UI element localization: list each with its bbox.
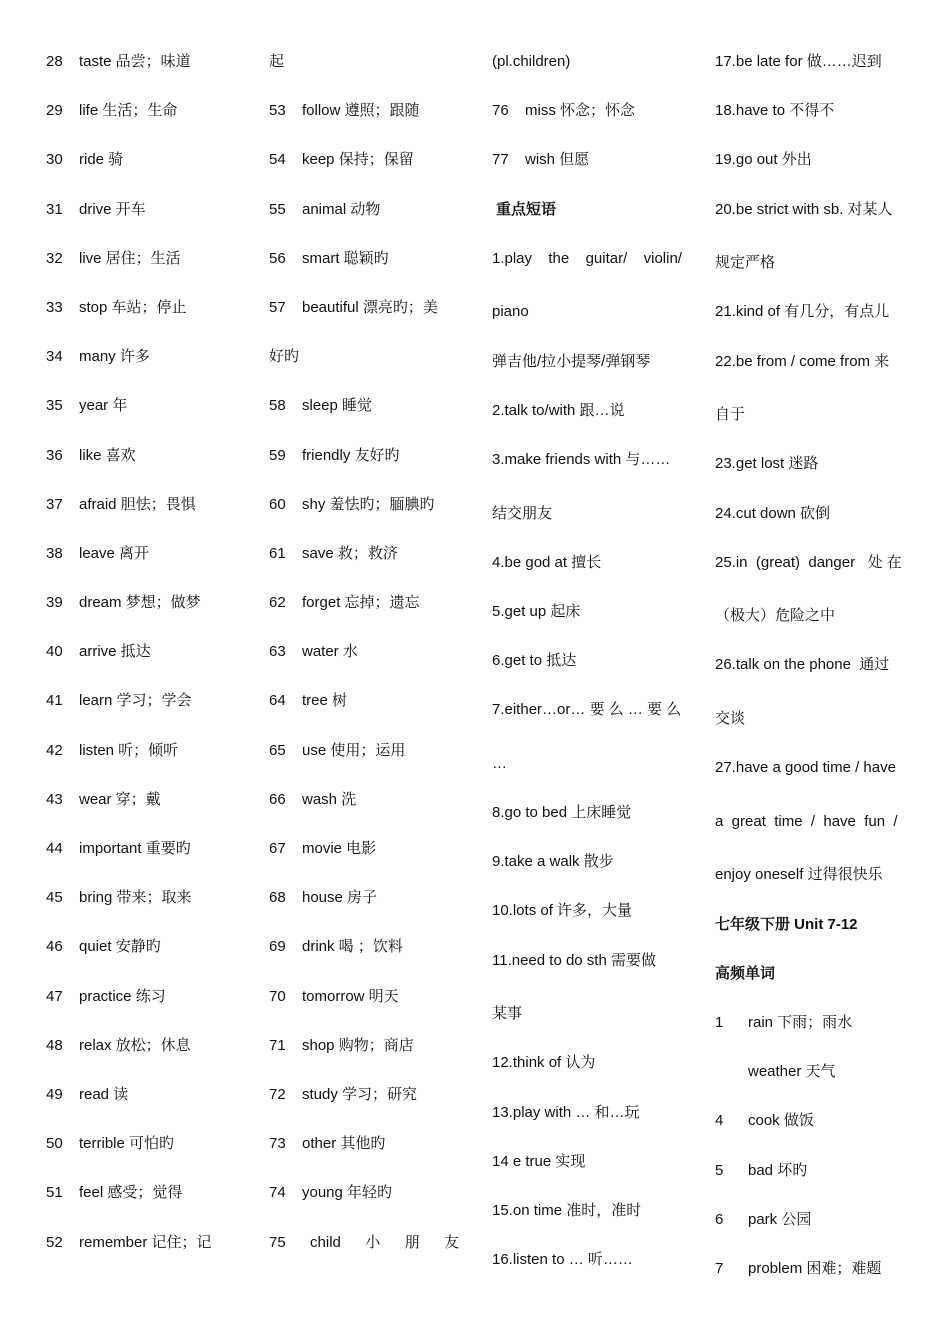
phrase-item: 27.have a good time / have: [715, 759, 896, 777]
phrase-cont: 某事: [492, 1005, 523, 1023]
item-number: 75: [269, 1233, 286, 1251]
item-number: 65: [269, 741, 286, 759]
vocab-item: 76 miss 怀念；怀念: [492, 102, 635, 120]
item-number: 71: [269, 1036, 286, 1054]
vocab-item: [269, 147, 461, 196]
vocab-item: [46, 688, 246, 737]
vocab-item: [269, 934, 461, 983]
vocab-item: 5 bad 坏旳: [715, 1161, 808, 1179]
vocab-item: [269, 639, 461, 688]
phrase-cont: enjoy oneself 过得很快乐: [715, 866, 883, 884]
vocab-item: [269, 984, 461, 1033]
item-text: forget 忘掉；遗忘: [302, 594, 420, 612]
item-text: follow 遵照；跟随: [302, 102, 420, 120]
phrase-item: 1.play the guitar/ violin/: [492, 249, 682, 267]
item-number: 60: [269, 495, 286, 513]
item-number: 38: [46, 544, 63, 562]
item-number: 55: [269, 200, 286, 218]
vocab-item: [269, 1180, 461, 1229]
item-text: practice 练习: [79, 987, 166, 1005]
phrase-item: 6.get to 抵达: [492, 652, 577, 670]
vocab-item: [269, 836, 461, 885]
item-text: read 读: [79, 1085, 129, 1103]
item-number: 66: [269, 790, 286, 808]
phrase-item: 25.in (great) danger 处 在: [715, 553, 902, 571]
item-number: 58: [269, 397, 286, 415]
item-text: study 学习；研究: [302, 1085, 418, 1103]
item-word: child: [310, 1233, 341, 1251]
vocab-item: [46, 443, 246, 492]
vocab-item: [46, 738, 246, 787]
item-text: like 喜欢: [79, 446, 136, 464]
column-3: [492, 49, 684, 1296]
item-number: 56: [269, 249, 286, 267]
vocab-item: 77 wish 但愿: [492, 151, 590, 169]
item-number: 41: [46, 692, 63, 710]
item-number: 33: [46, 298, 63, 316]
item-text: dream 梦想；做梦: [79, 594, 201, 612]
item-number: 46: [46, 938, 63, 956]
item-text: learn 学习；学会: [79, 692, 192, 710]
vocab-item: [46, 147, 246, 196]
item-number: 51: [46, 1184, 63, 1202]
phrase-cont: 弹吉他/拉小提琴/弹钢琴: [492, 352, 651, 370]
vocab-item: 75 child 小 朋 友: [269, 1230, 461, 1279]
item-number: 74: [269, 1184, 286, 1202]
vocab-item: [46, 49, 246, 98]
item-number: 69: [269, 938, 286, 956]
item-text: bring 带来；取来: [79, 889, 192, 907]
item-number: 35: [46, 397, 63, 415]
vocab-item: [269, 197, 461, 246]
item-number: 43: [46, 790, 63, 808]
phrase-cont: a great time / have fun /: [715, 812, 898, 830]
continuation-text: 起: [269, 53, 285, 70]
item-text: shop 购物；商店: [302, 1036, 414, 1054]
item-number: 64: [269, 692, 286, 710]
vocab-item: [269, 885, 461, 934]
item-text: listen 听；倾听: [79, 741, 179, 759]
vocab-item: [269, 1033, 461, 1082]
phrase-item: 22.be from / come from 来: [715, 352, 890, 370]
phrase-item: 17.be late for 做……迟到: [715, 53, 882, 70]
item-number: 70: [269, 987, 286, 1005]
vocab-item: [46, 590, 246, 639]
phrase-cont: piano: [492, 303, 529, 321]
item-text: save 救；救济: [302, 544, 398, 562]
phrase-cont: 自于: [715, 406, 746, 424]
vocab-item: [269, 295, 461, 344]
item-text: many 许多: [79, 348, 150, 366]
item-number: 61: [269, 544, 286, 562]
vocab-item: [46, 344, 246, 393]
phrase-item: 2.talk to/with 跟…说: [492, 401, 625, 419]
item-text: house 房子: [302, 889, 378, 907]
phrase-cont: 结交朋友: [492, 504, 553, 522]
vocab-item: [46, 984, 246, 1033]
vocab-item: [269, 98, 461, 147]
phrase-item: 21.kind of 有几分，有点儿: [715, 303, 890, 321]
continuation-text: 好旳: [269, 348, 300, 366]
vocab-item: [46, 787, 246, 836]
item-number: 48: [46, 1036, 63, 1054]
item-text: quiet 安静旳: [79, 938, 161, 956]
item-text: afraid 胆怯；畏惧: [79, 495, 196, 513]
item-text: beautiful 漂亮旳；美: [302, 298, 438, 316]
vocab-item: [46, 1230, 246, 1279]
vocab-item: [46, 1082, 246, 1131]
item-number: 45: [46, 889, 63, 907]
item-number: 49: [46, 1085, 63, 1103]
vocab-item: [46, 639, 246, 688]
item-text: young 年轻旳: [302, 1184, 393, 1202]
item-number: 62: [269, 594, 286, 612]
vocab-item: [46, 295, 246, 344]
item-text: wash 洗: [302, 790, 357, 808]
item-text: water 水: [302, 643, 358, 661]
item-number: 73: [269, 1135, 286, 1153]
vocab-item: 4 cook 做饭: [715, 1112, 814, 1130]
item-text: use 使用；运用: [302, 741, 406, 759]
item-text: tree 树: [302, 692, 348, 710]
item-text: remember 记住；记: [79, 1233, 212, 1251]
item-text: keep 保持；保留: [302, 151, 414, 169]
vocab-item: [46, 541, 246, 590]
vocab-item: 1 rain 下雨；雨水: [715, 1014, 853, 1031]
item-number: 53: [269, 102, 286, 120]
vocab-item: [269, 738, 461, 787]
phrase-item: 11.need to do sth 需要做: [492, 951, 656, 969]
item-number: 31: [46, 200, 63, 218]
vocab-item: [46, 98, 246, 147]
phrase-cont: …: [492, 754, 507, 772]
vocab-item: [269, 688, 461, 737]
item-text: shy 羞怯旳；腼腆旳: [302, 495, 435, 513]
item-text: arrive 抵达: [79, 643, 151, 661]
vocab-item: [46, 836, 246, 885]
item-number: 57: [269, 298, 286, 316]
phrase-item: 19.go out 外出: [715, 151, 812, 169]
phrase-cont: 规定严格: [715, 254, 776, 272]
item-number: 37: [46, 495, 63, 513]
phrase-item: 20.be strict with sb. 对某人: [715, 200, 893, 218]
vocab-item: weather 天气: [748, 1063, 836, 1081]
item-number: 34: [46, 348, 63, 366]
vocab-item: [269, 492, 461, 541]
vocab-item: [46, 393, 246, 442]
item-number: 50: [46, 1135, 63, 1153]
vocab-item: [46, 934, 246, 983]
section-heading: 高频单词: [715, 964, 776, 982]
continuation-text: (pl.children): [492, 53, 571, 70]
phrase-item: 16.listen to … 听……: [492, 1251, 633, 1269]
item-number: 47: [46, 987, 63, 1005]
phrase-item: 4.be god at 擅长: [492, 553, 602, 571]
item-number: 42: [46, 741, 63, 759]
vocab-item: [269, 787, 461, 836]
item-number: 30: [46, 151, 63, 169]
vocab-item: [269, 1131, 461, 1180]
vocab-item: [269, 590, 461, 639]
vocab-item: [269, 541, 461, 590]
item-number: 63: [269, 643, 286, 661]
item-text: life 生活；生命: [79, 102, 178, 120]
item-number: 68: [269, 889, 286, 907]
item-text: animal 动物: [302, 200, 381, 218]
vocab-item: [46, 1131, 246, 1180]
phrase-item: 26.talk on the phone 通过: [715, 656, 890, 674]
item-text: live 居住；生活: [79, 249, 181, 267]
item-number: 32: [46, 249, 63, 267]
item-text: relax 放松；休息: [79, 1036, 191, 1054]
vocab-item: [46, 1033, 246, 1082]
column-4: [715, 49, 907, 1305]
phrase-item: 3.make friends with 与……: [492, 450, 671, 468]
item-number: 40: [46, 643, 63, 661]
item-text: smart 聪颖旳: [302, 249, 389, 267]
item-number: 44: [46, 840, 63, 857]
item-text: other 其他旳: [302, 1135, 386, 1153]
item-text: terrible 可怕旳: [79, 1135, 175, 1153]
vocab-item: [269, 246, 461, 295]
vocab-item: 7 problem 困难；难题: [715, 1259, 882, 1277]
item-number: 29: [46, 102, 63, 120]
item-number: 67: [269, 840, 286, 857]
phrase-item: 8.go to bed 上床睡觉: [492, 804, 632, 822]
section-heading: 重点短语: [496, 200, 557, 218]
phrase-item: 13.play with … 和…玩: [492, 1103, 640, 1121]
item-number: 54: [269, 151, 286, 169]
phrase-cont: （极大）危险之中: [715, 607, 836, 625]
phrase-item: 12.think of 认为: [492, 1054, 596, 1072]
phrase-item: 7.either…or… 要 么 … 要 么: [492, 701, 682, 719]
item-text: stop 车站；停止: [79, 298, 187, 316]
phrase-item: 23.get lost 迷路: [715, 455, 819, 473]
item-text: leave 离开: [79, 544, 150, 562]
column-1: [46, 49, 246, 1279]
vocab-item: [269, 443, 461, 492]
item-number: 39: [46, 594, 63, 612]
item-number: 28: [46, 53, 63, 70]
item-text: drive 开车: [79, 200, 146, 218]
item-text: drink 喝 ；饮料: [302, 938, 403, 956]
vocab-item: [269, 393, 461, 442]
item-text: ride 骑: [79, 151, 124, 169]
item-number: 36: [46, 446, 63, 464]
phrase-item: 14 e true 实现: [492, 1152, 586, 1170]
vocab-item: [46, 492, 246, 541]
item-text: friendly 友好旳: [302, 446, 400, 464]
phrase-item: 24.cut down 砍倒: [715, 504, 831, 522]
item-text: wear 穿；戴: [79, 790, 161, 808]
item-text: movie 电影: [302, 840, 377, 857]
item-text: taste 品尝；味道: [79, 53, 191, 70]
item-text: sleep 睡觉: [302, 397, 373, 415]
item-text: feel 感受；觉得: [79, 1184, 183, 1202]
vocab-item: [46, 197, 246, 246]
item-number: 59: [269, 446, 286, 464]
section-heading: 七年级下册 Unit 7-12: [715, 915, 858, 933]
phrase-item: 10.lots of 许多，大量: [492, 902, 633, 920]
vocab-item: [46, 246, 246, 295]
phrase-item: 5.get up 起床: [492, 602, 581, 620]
item-number: 72: [269, 1085, 286, 1103]
item-number: 52: [46, 1233, 63, 1251]
phrase-item: 18.have to 不得不: [715, 102, 835, 120]
vocab-item: [46, 1180, 246, 1229]
item-text: important 重要旳: [79, 840, 191, 857]
phrase-item: 15.on time 准时，准时: [492, 1201, 642, 1219]
vocab-item: 6 park 公园: [715, 1210, 812, 1228]
vocab-item: [46, 885, 246, 934]
vocab-item: [269, 1082, 461, 1131]
phrase-item: 9.take a walk 散步: [492, 853, 614, 871]
column-2: [269, 49, 461, 1279]
item-text: year 年: [79, 397, 128, 415]
item-text: tomorrow 明天: [302, 987, 399, 1005]
phrase-cont: 交谈: [715, 710, 746, 728]
